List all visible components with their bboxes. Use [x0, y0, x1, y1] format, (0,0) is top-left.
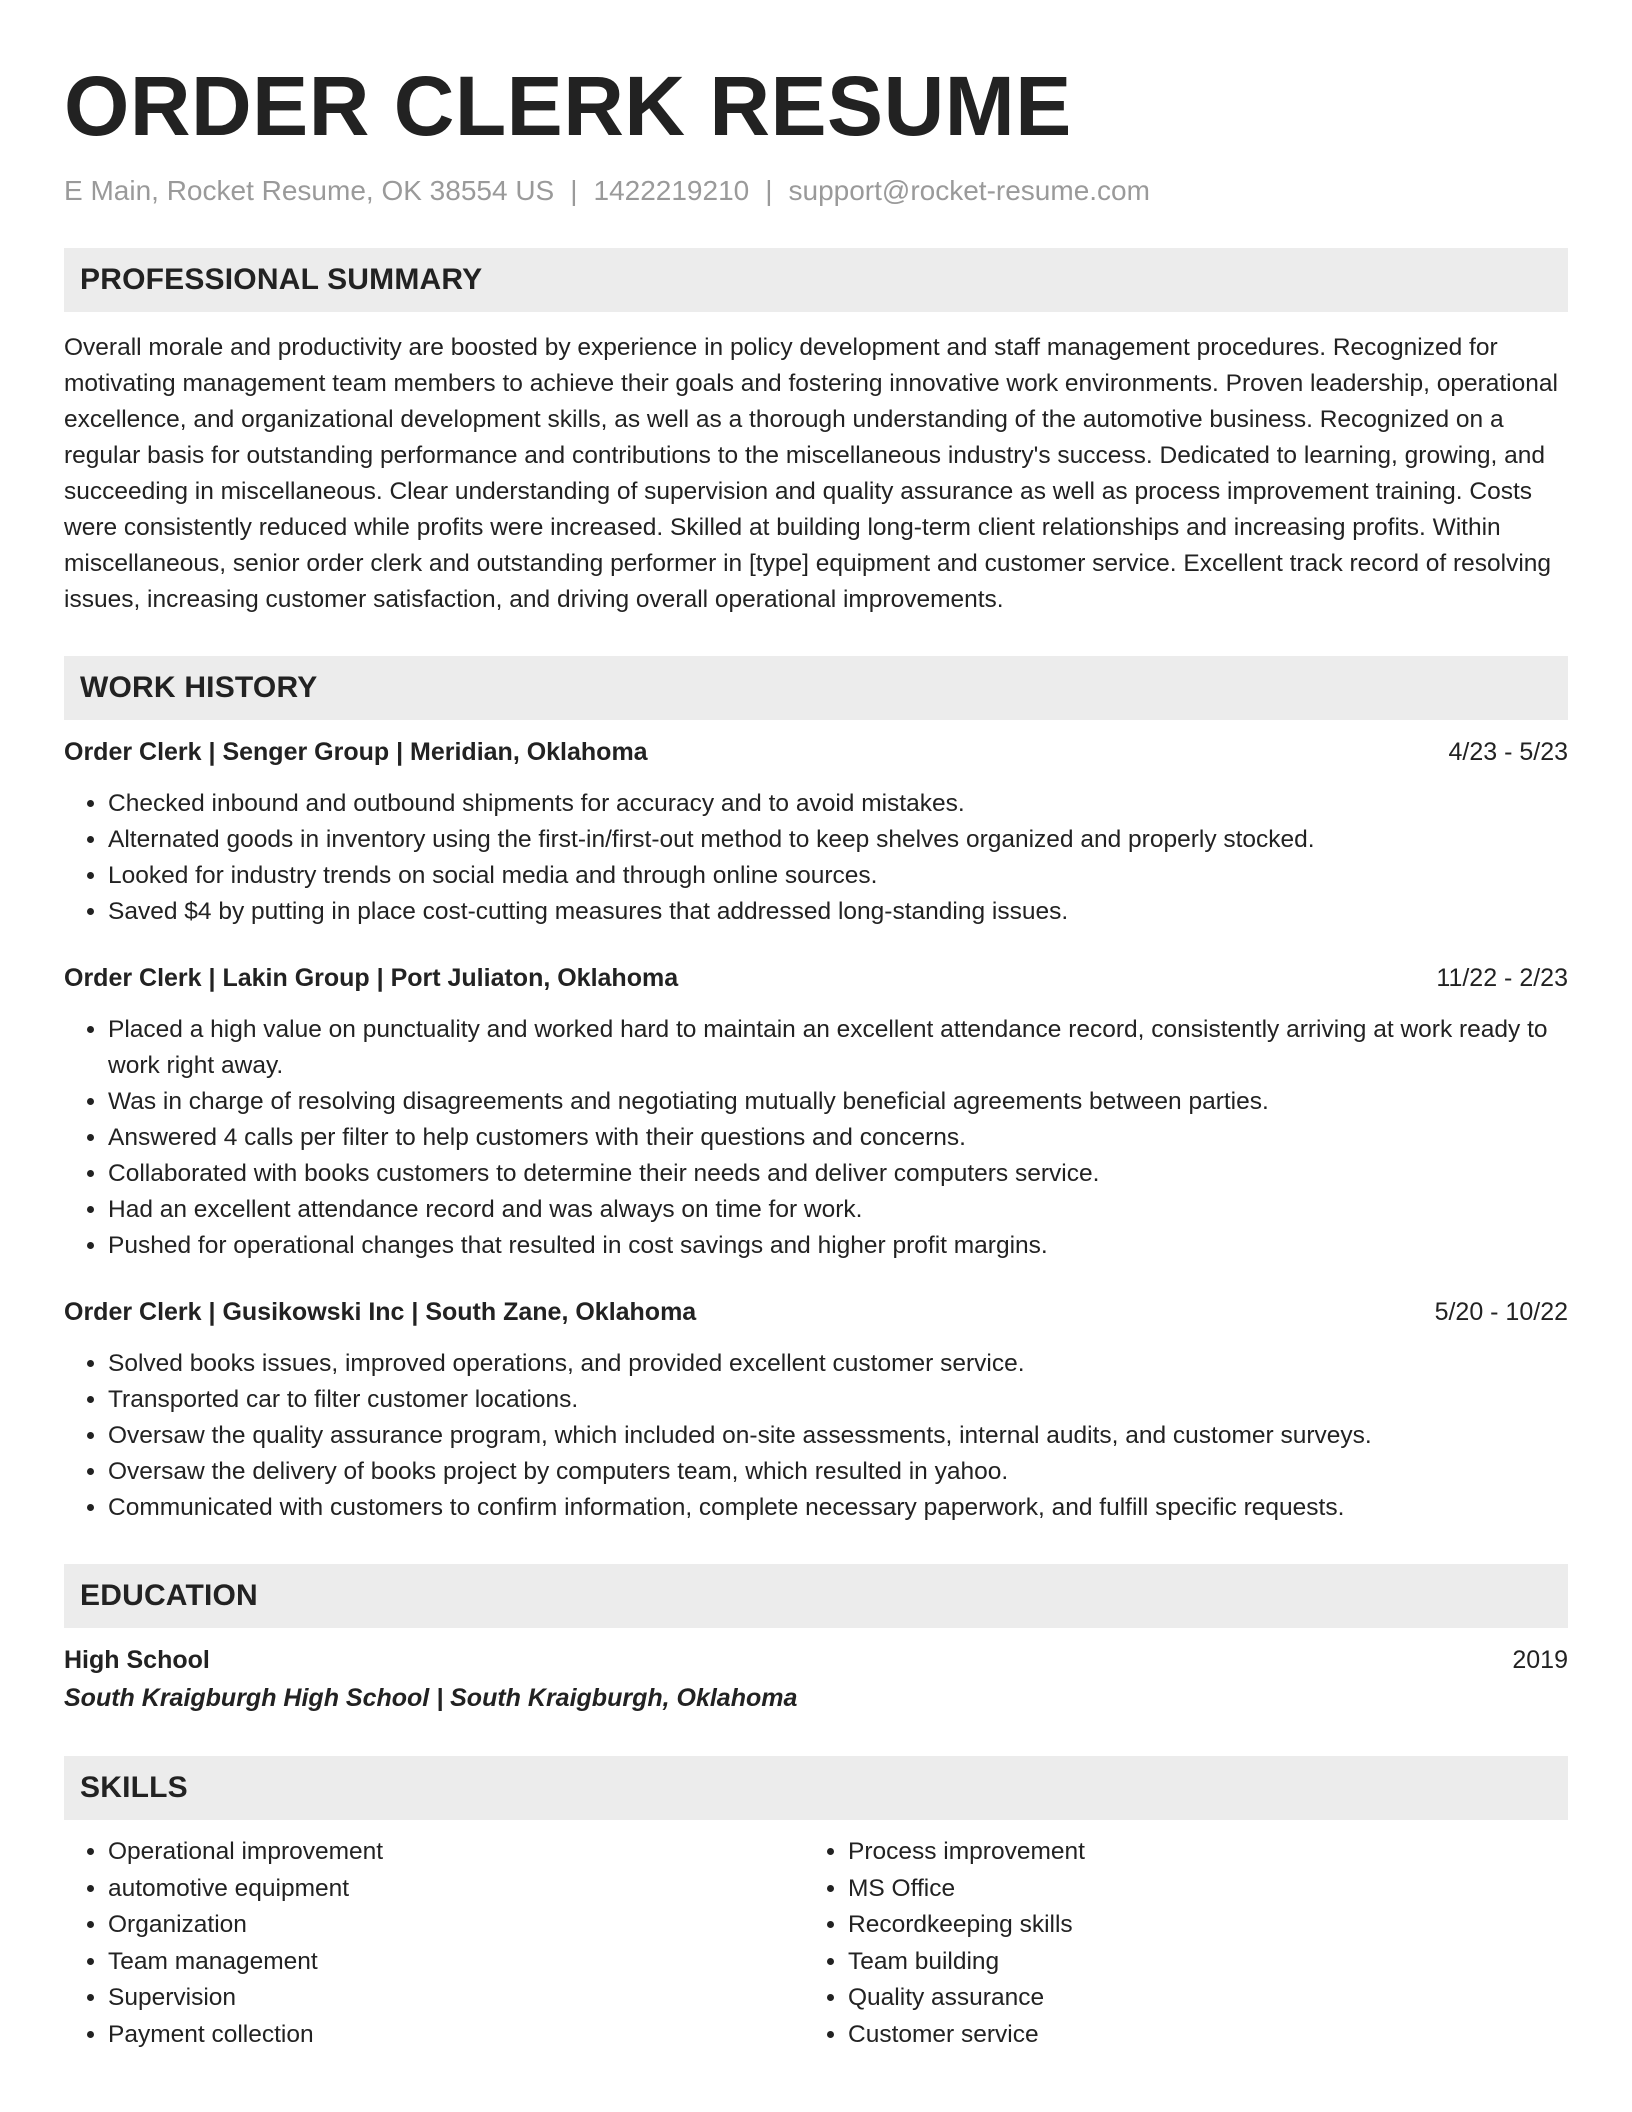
section-title-skills: SKILLS	[80, 1771, 188, 1804]
skill-item: • automotive equipment	[108, 1871, 804, 1908]
job-dates: 5/20 - 10/22	[1434, 1298, 1568, 1326]
skill-item: • Recordkeeping skills	[848, 1907, 1568, 1944]
contact-email: support@rocket-resume.com	[788, 175, 1150, 206]
skill-item: • Supervision	[108, 1980, 804, 2017]
job-bullet: • Pushed for operational changes that resulted in cost savings and higher profit margins.	[108, 1228, 1568, 1264]
job-bullet: • Oversaw the quality assurance program, which included on-site assessments, internal audits, and customer surveys.	[108, 1418, 1568, 1454]
contact-separator: |	[570, 175, 578, 206]
section-title-education: EDUCATION	[80, 1579, 258, 1612]
education-school: South Kraigburgh High School | South Kraigburgh, Oklahoma	[64, 1684, 798, 1712]
job-heading: Order Clerk | Senger Group | Meridian, Oklahoma	[64, 738, 648, 766]
skills-list-left	[64, 1834, 804, 2053]
job-bullet-list	[64, 1012, 1568, 1264]
job-bullet: • Alternated goods in inventory using the first-in/first-out method to keep shelves organized and properly stocked.	[108, 822, 1568, 858]
education-heading-row	[64, 1642, 1568, 1678]
section-title-summary: PROFESSIONAL SUMMARY	[80, 263, 483, 296]
job-bullet: • Oversaw the delivery of books project by computers team, which resulted in yahoo.	[108, 1454, 1568, 1490]
job-heading-row	[64, 734, 1568, 770]
job-dates: 4/23 - 5/23	[1448, 738, 1568, 766]
education-year: 2019	[1512, 1646, 1568, 1674]
skill-item: • Organization	[108, 1907, 804, 1944]
job-bullet: • Looked for industry trends on social media and through online sources.	[108, 858, 1568, 894]
job-bullet: • Was in charge of resolving disagreements and negotiating mutually beneficial agreements between parties.	[108, 1084, 1568, 1120]
job-bullet: • Collaborated with books customers to determine their needs and deliver computers service.	[108, 1156, 1568, 1192]
contact-line	[64, 172, 1568, 210]
job-heading: Order Clerk | Lakin Group | Port Juliaton, Oklahoma	[64, 964, 679, 992]
contact-address: E Main, Rocket Resume, OK 38554 US	[64, 175, 555, 206]
skill-item: • Payment collection	[108, 2017, 804, 2054]
resume-title: ORDER CLERK RESUME	[64, 59, 1072, 153]
job-entry	[64, 960, 1568, 1264]
section-header-education	[64, 1564, 1568, 1628]
job-heading: Order Clerk | Gusikowski Inc | South Zane, Oklahoma	[64, 1298, 697, 1326]
job-bullet: • Communicated with customers to confirm information, complete necessary paperwork, and fulfill specific requests.	[108, 1490, 1568, 1526]
job-dates: 11/22 - 2/23	[1436, 964, 1568, 992]
job-heading-row	[64, 1294, 1568, 1330]
skill-item: • MS Office	[848, 1871, 1568, 1908]
job-bullet: • Checked inbound and outbound shipments for accuracy and to avoid mistakes.	[108, 786, 1568, 822]
section-header-summary	[64, 248, 1568, 312]
contact-phone: 1422219210	[593, 175, 750, 206]
job-bullet: • Saved $4 by putting in place cost-cutting measures that addressed long-standing issues.	[108, 894, 1568, 930]
section-title-work-history: WORK HISTORY	[80, 671, 318, 704]
job-bullet-list	[64, 786, 1568, 930]
skill-item: • Customer service	[848, 2017, 1568, 2054]
education-entry	[64, 1642, 1568, 1718]
education-degree: High School	[64, 1646, 210, 1674]
job-entry	[64, 734, 1568, 930]
skills-columns	[64, 1834, 1568, 2053]
job-bullet: • Had an excellent attendance record and was always on time for work.	[108, 1192, 1568, 1228]
job-bullet-list	[64, 1346, 1568, 1526]
section-header-skills	[64, 1756, 1568, 1820]
job-bullet: • Answered 4 calls per filter to help customers with their questions and concerns.	[108, 1120, 1568, 1156]
skill-item: • Process improvement	[848, 1834, 1568, 1871]
skills-list-right	[804, 1834, 1568, 2053]
section-header-work-history	[64, 656, 1568, 720]
summary-text: Overall morale and productivity are boosted by experience in policy development and staff management procedures. Recognized for motivating management team members to achieve their goals and fostering innovative work environments. Proven leadership, operational excellence, and organizational development skills, as well as a thorough understanding of the automotive business. Recognized on a regular basis for outstanding performance and contributions to the miscellaneous industry's success. Dedicated to learning, growing, and succeeding in miscellaneous. Clear understanding of supervision and quality assurance as well as process improvement training. Costs were consistently reduced while profits were increased. Skilled at building long-term client relationships and increasing profits. Within miscellaneous, senior order clerk and outstanding performer in [type] equipment and customer service. Excellent track record of resolving issues, increasing customer satisfaction, and driving overall operational improvements.	[64, 334, 1558, 613]
skill-item: • Team building	[848, 1944, 1568, 1981]
job-bullet: • Placed a high value on punctuality and worked hard to maintain an excellent attendance record, consistently arriving at work ready to work right away.	[108, 1012, 1568, 1084]
skill-item: • Quality assurance	[848, 1980, 1568, 2017]
job-heading-row	[64, 960, 1568, 996]
job-bullet: • Transported car to filter customer locations.	[108, 1382, 1568, 1418]
contact-separator: |	[765, 175, 773, 206]
job-entry	[64, 1294, 1568, 1526]
job-bullet: • Solved books issues, improved operations, and provided excellent customer service.	[108, 1346, 1568, 1382]
skill-item: • Team management	[108, 1944, 804, 1981]
skill-item: • Operational improvement	[108, 1834, 804, 1871]
